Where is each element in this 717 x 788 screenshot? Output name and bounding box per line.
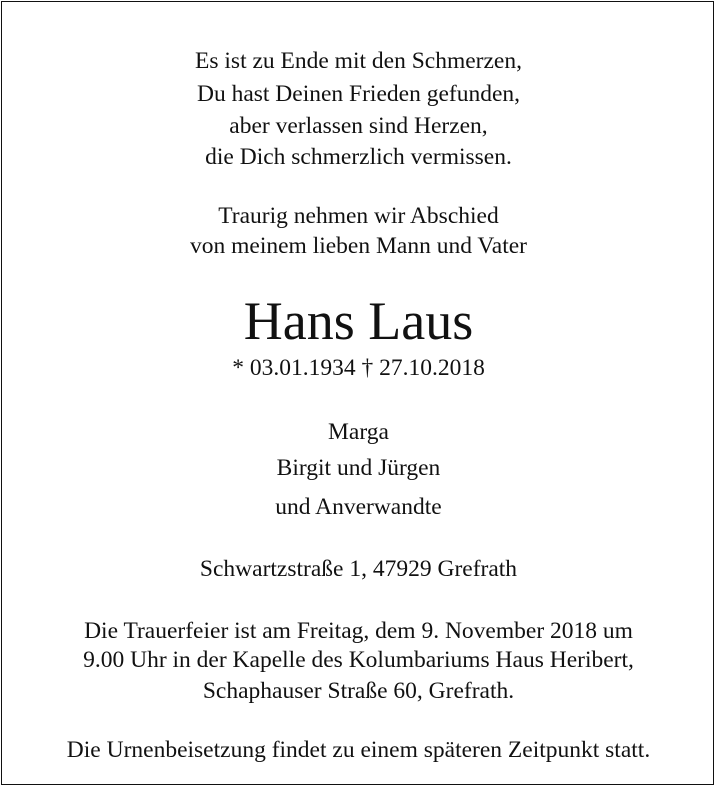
- intro-line-1: Traurig nehmen wir Abschied: [218, 203, 499, 229]
- ceremony-line-2: 9.00 Uhr in der Kapelle des Kolumbariums Haus Heribert,: [83, 647, 634, 673]
- ceremony-line-1: Die Trauerfeier ist am Freitag, dem 9. November 2018 um: [84, 618, 633, 644]
- life-dates: * 03.01.1934 † 27.10.2018: [232, 355, 485, 381]
- ceremony-line-3: Schaphauser Straße 60, Grefrath.: [202, 678, 515, 704]
- poem-line-4: die Dich schmerzlich vermissen.: [205, 144, 512, 170]
- intro-line-2: von meinem lieben Mann und Vater: [190, 233, 527, 259]
- address: Schwartzstraße 1, 47929 Grefrath: [199, 556, 518, 582]
- mourner-1: Marga: [328, 419, 389, 445]
- poem-line-2: Du hast Deinen Frieden gefunden,: [196, 81, 521, 107]
- mourner-2: Birgit und Jürgen: [276, 455, 441, 481]
- burial-note: Die Urnenbeisetzung findet zu einem späteren Zeitpunkt statt.: [66, 737, 651, 763]
- poem-line-1: Es ist zu Ende mit den Schmerzen,: [195, 48, 522, 74]
- poem-line-3: aber verlassen sind Herzen,: [229, 113, 488, 139]
- mourner-3: und Anverwandte: [275, 494, 442, 520]
- deceased-name: Hans Laus: [243, 291, 474, 351]
